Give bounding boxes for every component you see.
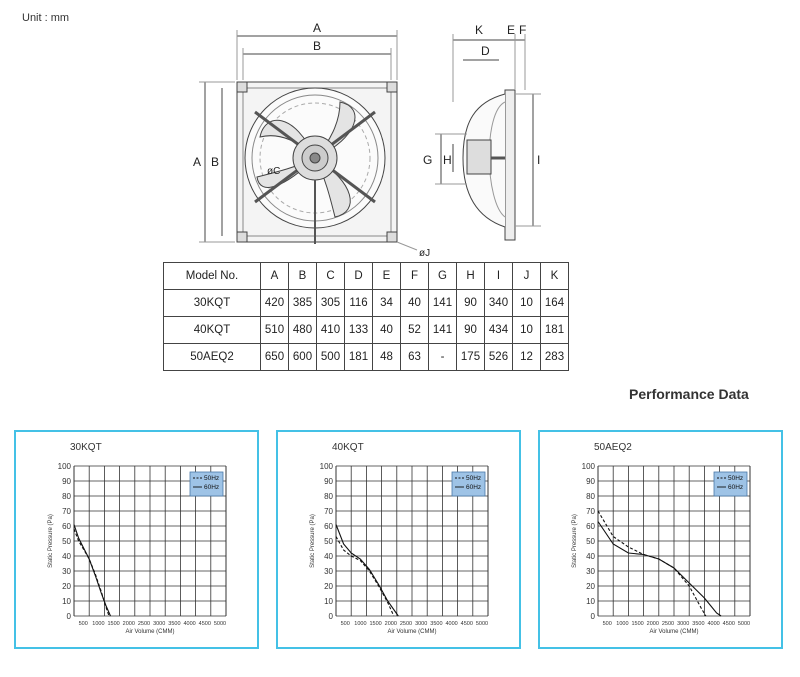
table-cell: 141 (429, 290, 457, 317)
table-cell: E (373, 263, 401, 290)
y-tick-label: 10 (586, 597, 595, 606)
chart-title: 30KQT (70, 442, 102, 453)
dim-label-c: øC (267, 166, 281, 177)
x-tick-label: 3000 (415, 621, 428, 627)
table-cell-model: 40KQT (164, 317, 261, 344)
table-cell: 40 (401, 290, 429, 317)
y-axis-label: Static Pressure (Pa) (48, 514, 54, 568)
x-tick-label: 3000 (153, 621, 166, 627)
x-tick-label: 1000 (354, 621, 367, 627)
series-line-60hz (74, 525, 111, 617)
y-tick-label: 0 (328, 612, 333, 621)
performance-title: Performance Data (629, 386, 749, 402)
table-cell: 175 (457, 344, 485, 371)
x-tick-label: 4000 (707, 621, 720, 627)
x-tick-label: 1000 (616, 621, 629, 627)
table-cell: 420 (261, 290, 289, 317)
y-tick-label: 0 (66, 612, 71, 621)
side-frame (505, 90, 515, 240)
y-tick-label: 90 (324, 477, 333, 486)
x-tick-label: 3500 (168, 621, 181, 627)
y-tick-label: 30 (324, 567, 333, 576)
table-cell: I (485, 263, 513, 290)
legend-label: 50Hz (204, 475, 220, 482)
y-tick-label: 80 (324, 492, 333, 501)
x-axis-label: Air Volume (CMM) (649, 629, 699, 635)
table-cell: 650 (261, 344, 289, 371)
table-cell: 40 (373, 317, 401, 344)
chart-50aeq2 (540, 432, 781, 647)
x-tick-label: 3500 (430, 621, 443, 627)
x-tick-label: 2500 (137, 621, 151, 627)
table-row (164, 344, 569, 371)
y-tick-label: 40 (324, 552, 333, 561)
y-tick-label: 30 (62, 567, 71, 576)
y-tick-label: 70 (586, 507, 595, 516)
table-cell: 181 (541, 317, 569, 344)
table-cell: 434 (485, 317, 513, 344)
chart-title: 40KQT (332, 442, 364, 453)
dim-label-g: G (423, 153, 433, 167)
table-cell: H (457, 263, 485, 290)
y-axis-label: Static Pressure (Pa) (310, 514, 316, 568)
dim-label-e: E (507, 23, 516, 37)
y-tick-label: 90 (62, 477, 71, 486)
dimension-table (163, 262, 569, 371)
dim-label-d: D (481, 44, 490, 58)
x-tick-label: 2500 (661, 621, 675, 627)
table-cell: 480 (289, 317, 317, 344)
x-tick-label: 1500 (369, 621, 382, 627)
x-tick-label: 5000 (213, 621, 227, 627)
y-tick-label: 40 (62, 552, 71, 561)
y-tick-label: 70 (62, 507, 71, 516)
y-tick-label: 100 (57, 462, 71, 471)
table-cell: 12 (513, 344, 541, 371)
table-cell: B (289, 263, 317, 290)
side-motor (467, 140, 491, 174)
x-tick-label: 1000 (92, 621, 105, 627)
x-tick-label: 2000 (384, 621, 397, 627)
y-tick-label: 50 (586, 537, 595, 546)
table-cell: 410 (317, 317, 345, 344)
table-cell: 133 (345, 317, 373, 344)
series-line-50hz (598, 511, 706, 616)
dim-label-h: H (443, 153, 452, 167)
table-cell: 305 (317, 290, 345, 317)
table-cell: K (541, 263, 569, 290)
y-tick-label: 10 (62, 597, 71, 606)
y-tick-label: 50 (62, 537, 71, 546)
y-tick-label: 0 (590, 612, 595, 621)
table-cell: 181 (345, 344, 373, 371)
y-tick-label: 20 (324, 582, 333, 591)
table-cell: D (345, 263, 373, 290)
x-tick-label: 2000 (122, 621, 135, 627)
dim-label-j: øJ (419, 248, 431, 257)
y-tick-label: 100 (581, 462, 595, 471)
dim-label-a-side: A (193, 155, 202, 169)
unit-label: Unit : mm (22, 12, 70, 24)
x-tick-label: 500 (78, 621, 88, 627)
chart-30kqt (16, 432, 257, 647)
table-row (164, 317, 569, 344)
table-cell: F (401, 263, 429, 290)
y-tick-label: 10 (324, 597, 333, 606)
chart-panel-30kqt (14, 430, 259, 649)
y-axis-label: Static Pressure (Pa) (572, 514, 578, 568)
y-tick-label: 80 (586, 492, 595, 501)
y-tick-label: 40 (586, 552, 595, 561)
y-tick-label: 90 (586, 477, 595, 486)
legend-label: 60Hz (466, 484, 482, 491)
table-cell: C (317, 263, 345, 290)
table-cell: J (513, 263, 541, 290)
legend-label: 50Hz (466, 475, 482, 482)
x-tick-label: 3500 (692, 621, 705, 627)
y-tick-label: 60 (586, 522, 595, 531)
x-tick-label: 5000 (737, 621, 751, 627)
table-cell: A (261, 263, 289, 290)
table-cell: 164 (541, 290, 569, 317)
table-cell: 340 (485, 290, 513, 317)
dim-label-f: F (519, 23, 527, 37)
x-tick-label: 500 (340, 621, 350, 627)
table-cell: 385 (289, 290, 317, 317)
table-cell-model: 50AEQ2 (164, 344, 261, 371)
x-tick-label: 1500 (107, 621, 120, 627)
table-cell: 116 (345, 290, 373, 317)
table-cell: 500 (317, 344, 345, 371)
x-tick-label: 4000 (445, 621, 458, 627)
series-line-50hz (336, 537, 394, 617)
legend-label: 50Hz (728, 475, 744, 482)
table-cell: 34 (373, 290, 401, 317)
table-cell: 141 (429, 317, 457, 344)
table-cell: 10 (513, 290, 541, 317)
table-cell: 526 (485, 344, 513, 371)
chart-40kqt (278, 432, 519, 647)
legend-label: 60Hz (728, 484, 744, 491)
y-tick-label: 60 (324, 522, 333, 531)
dim-label-b: B (313, 39, 322, 53)
x-tick-label: 4500 (460, 621, 473, 627)
y-tick-label: 70 (324, 507, 333, 516)
table-cell: 510 (261, 317, 289, 344)
x-tick-label: 500 (602, 621, 612, 627)
x-axis-label: Air Volume (CMM) (125, 629, 175, 635)
y-tick-label: 20 (586, 582, 595, 591)
series-line-60hz (598, 522, 721, 617)
y-tick-label: 100 (319, 462, 333, 471)
table-cell: 283 (541, 344, 569, 371)
table-cell: 48 (373, 344, 401, 371)
table-cell: 90 (457, 317, 485, 344)
chart-panel-50aeq2 (538, 430, 783, 649)
table-row (164, 290, 569, 317)
legend-label: 60Hz (204, 484, 220, 491)
chart-title: 50AEQ2 (594, 442, 632, 453)
x-tick-label: 2500 (399, 621, 413, 627)
chart-panel-40kqt (276, 430, 521, 649)
y-tick-label: 60 (62, 522, 71, 531)
x-tick-label: 2000 (646, 621, 659, 627)
x-tick-label: 3000 (677, 621, 690, 627)
dim-label-a: A (313, 21, 322, 35)
series-line-50hz (74, 529, 109, 616)
y-tick-label: 30 (586, 567, 595, 576)
x-tick-label: 4500 (198, 621, 211, 627)
table-cell: 600 (289, 344, 317, 371)
x-tick-label: 1500 (631, 621, 644, 627)
table-cell: 10 (513, 317, 541, 344)
x-axis-label: Air Volume (CMM) (387, 629, 437, 635)
series-line-60hz (336, 525, 398, 617)
table-cell: 63 (401, 344, 429, 371)
dimension-drawing (185, 12, 555, 257)
x-tick-label: 5000 (475, 621, 489, 627)
table-cell-model: 30KQT (164, 290, 261, 317)
table-cell-model: Model No. (164, 263, 261, 290)
table-cell: G (429, 263, 457, 290)
table-cell: 90 (457, 290, 485, 317)
table-cell: - (429, 344, 457, 371)
y-tick-label: 80 (62, 492, 71, 501)
dim-label-k: K (475, 23, 484, 37)
y-tick-label: 20 (62, 582, 71, 591)
table-header-row (164, 263, 569, 290)
dim-label-i: I (537, 153, 541, 167)
x-tick-label: 4500 (722, 621, 735, 627)
dim-label-b-side: B (211, 155, 220, 169)
x-tick-label: 4000 (183, 621, 196, 627)
table-cell: 52 (401, 317, 429, 344)
y-tick-label: 50 (324, 537, 333, 546)
